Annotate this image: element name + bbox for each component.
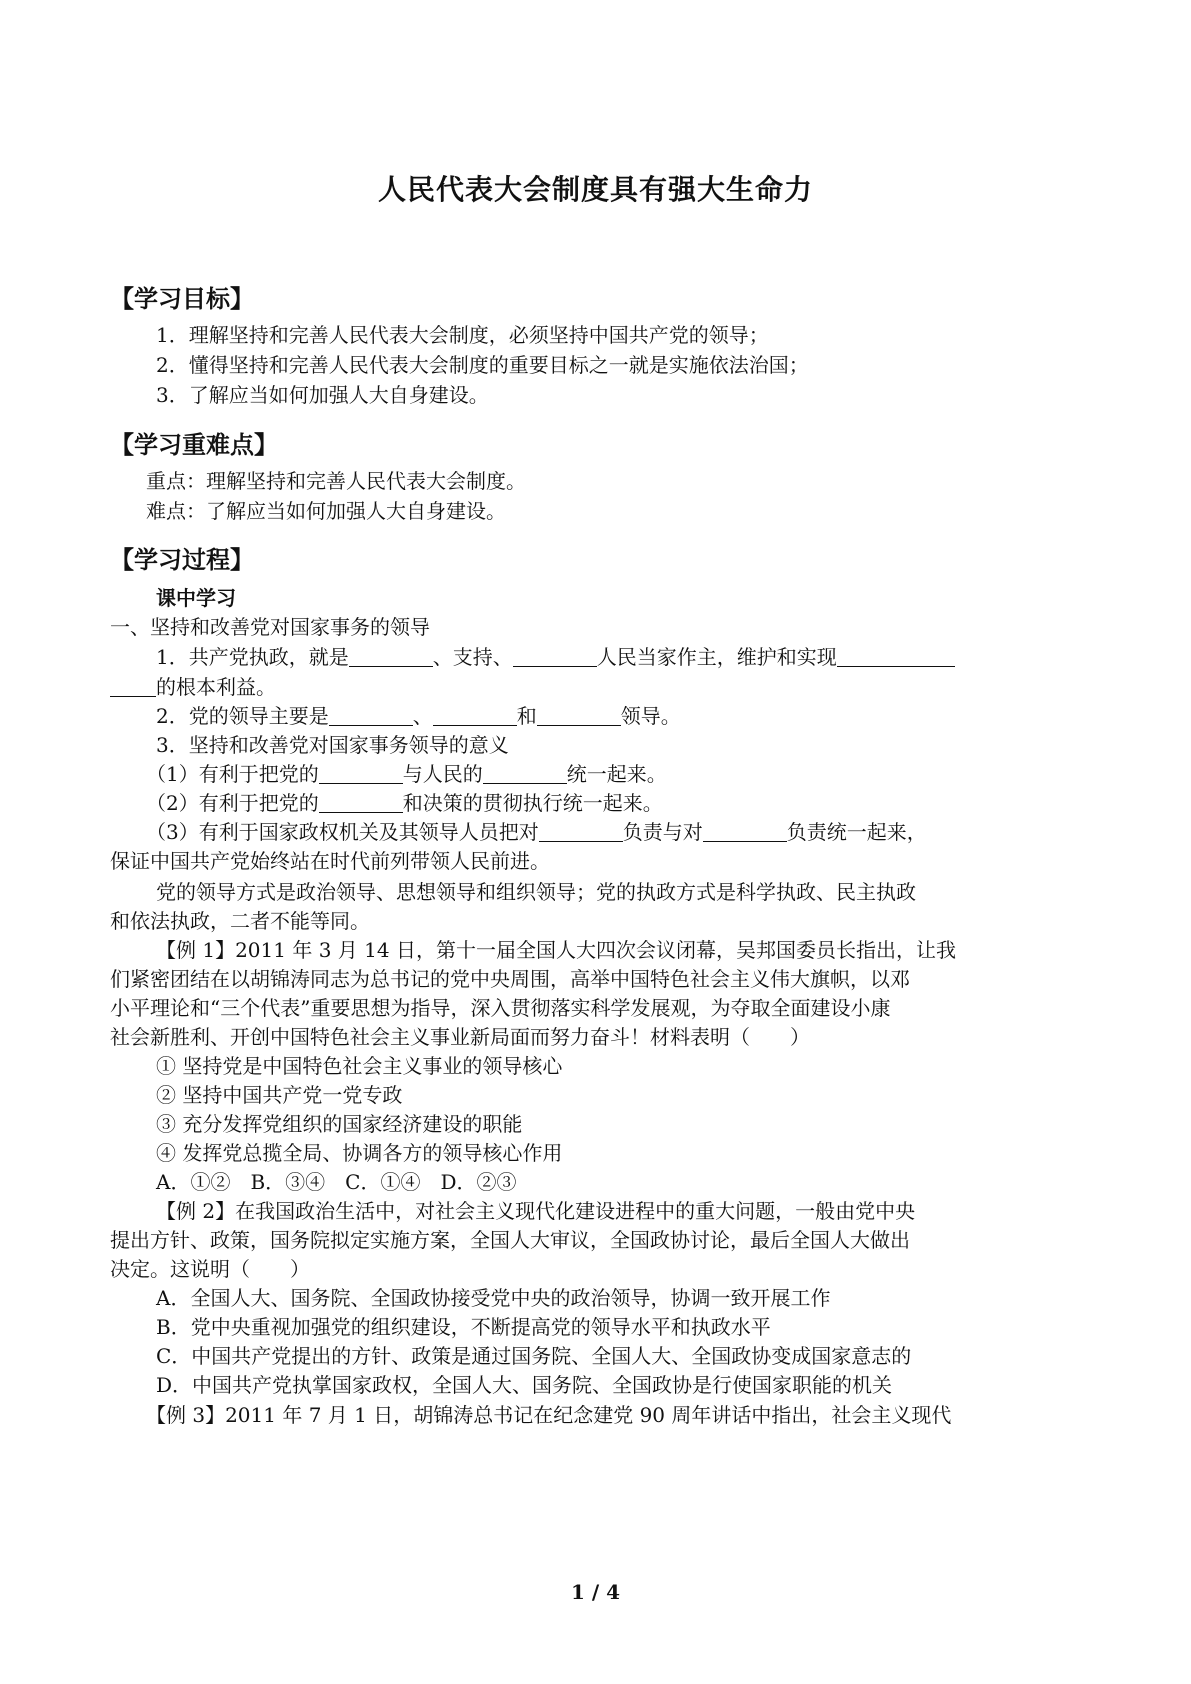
question-3: 3．坚持和改善党对国家事务领导的意义 bbox=[156, 733, 509, 757]
fill-question-3-1: （1）有利于把党的 与人民的 统一起来。 bbox=[146, 762, 667, 786]
answer-blank[interactable] bbox=[329, 705, 413, 726]
answer-blank[interactable] bbox=[837, 646, 955, 667]
section-heading-objectives: 【学习目标】 bbox=[110, 285, 254, 313]
keypoint-item: 难点：了解应当如何加强人大自身建设。 bbox=[146, 499, 506, 523]
example-1-statement: ① 坚持党是中国特色社会主义事业的领导核心 bbox=[156, 1054, 563, 1078]
example-1-text: 们紧密团结在以胡锦涛同志为总书记的党中央周围，高举中国特色社会主义伟大旗帜，以邓 bbox=[110, 967, 910, 991]
answer-blank[interactable] bbox=[319, 763, 403, 784]
fill-question-3-3: （3）有利于国家政权机关及其领导人员把对 负责与对 负责统一起来， bbox=[146, 820, 927, 844]
example-1-text: 【例 1】2011 年 3 月 14 日，第十一届全国人大四次会议闭幕，吴邦国委员长指出，让我 bbox=[156, 938, 956, 962]
example-1-statement: ③ 充分发挥党组织的国家经济建设的职能 bbox=[156, 1112, 523, 1136]
objective-item: 2．懂得坚持和完善人民代表大会制度的重要目标之一就是实施依法治国； bbox=[156, 353, 809, 377]
answer-blank[interactable] bbox=[537, 705, 621, 726]
answer-blank[interactable] bbox=[483, 763, 567, 784]
note-line: 和依法执政，二者不能等同。 bbox=[110, 909, 370, 933]
example-1-statement: ② 坚持中国共产党一党专政 bbox=[156, 1083, 403, 1107]
answer-blank[interactable] bbox=[539, 821, 623, 842]
section-heading-keypoints: 【学习重难点】 bbox=[110, 431, 278, 459]
fill-question-3-3-cont: 保证中国共产党始终站在时代前列带领人民前进。 bbox=[110, 849, 550, 873]
example-1-choices: A．①② B．③④ C．①④ D．②③ bbox=[156, 1170, 517, 1194]
fill-question-1-cont: 的根本利益。 bbox=[110, 672, 1090, 702]
page-title: 人民代表大会制度具有强大生命力 bbox=[377, 173, 813, 206]
answer-blank[interactable] bbox=[319, 792, 403, 813]
fill-question-3-2: （2）有利于把党的 和决策的贯彻执行统一起来。 bbox=[146, 791, 663, 815]
note-line: 党的领导方式是政治领导、思想领导和组织领导；党的执政方式是科学执政、民主执政 bbox=[156, 880, 916, 904]
example-3-text: 【例 3】2011 年 7 月 1 日，胡锦涛总书记在纪念建党 90 周年讲话中指出，社会主义现代 bbox=[146, 1403, 952, 1427]
answer-blank[interactable] bbox=[513, 646, 597, 667]
example-1-text: 小平理论和“三个代表”重要思想为指导，深入贯彻落实科学发展观，为夺取全面建设小康 bbox=[110, 996, 891, 1020]
example-2-text: 决定。这说明（ ） bbox=[110, 1257, 310, 1281]
example-2-option: C．中国共产党提出的方针、政策是通过国务院、全国人大、全国政协变成国家意志的 bbox=[156, 1344, 912, 1368]
answer-blank[interactable] bbox=[110, 676, 156, 697]
example-2-option: B．党中央重视加强党的组织建设，不断提高党的领导水平和执政水平 bbox=[156, 1315, 771, 1339]
page-number: 1 / 4 bbox=[570, 1580, 621, 1604]
answer-blank[interactable] bbox=[703, 821, 787, 842]
objective-item: 3．了解应当如何加强人大自身建设。 bbox=[156, 383, 489, 407]
answer-blank[interactable] bbox=[349, 646, 433, 667]
objective-item: 1．理解坚持和完善人民代表大会制度，必须坚持中国共产党的领导； bbox=[156, 323, 769, 347]
example-2-option: D．中国共产党执掌国家政权，全国人大、国务院、全国政协是行使国家职能的机关 bbox=[156, 1373, 893, 1397]
example-2-option: A．全国人大、国务院、全国政协接受党中央的政治领导，协调一致开展工作 bbox=[156, 1286, 831, 1310]
answer-blank[interactable] bbox=[433, 705, 517, 726]
fill-question-1: 1．共产党执政，就是 、支持、 人民当家作主，维护和实现 bbox=[110, 642, 1090, 672]
keypoint-item: 重点：理解坚持和完善人民代表大会制度。 bbox=[146, 469, 526, 493]
section-heading-process: 【学习过程】 bbox=[110, 546, 254, 574]
example-1-statement: ④ 发挥党总揽全局、协调各方的领导核心作用 bbox=[156, 1141, 563, 1165]
example-2-text: 【例 2】在我国政治生活中，对社会主义现代化建设进程中的重大问题，一般由党中央 bbox=[156, 1199, 916, 1223]
subheading-in-class: 课中学习 bbox=[156, 586, 236, 610]
fill-question-2: 2．党的领导主要是 、 和 领导。 bbox=[156, 704, 681, 728]
example-2-text: 提出方针、政策，国务院拟定实施方案，全国人大审议，全国政协讨论，最后全国人大做出 bbox=[110, 1228, 910, 1252]
part-heading: 一、坚持和改善党对国家事务的领导 bbox=[110, 615, 430, 639]
example-1-text: 社会新胜利、开创中国特色社会主义事业新局面而努力奋斗！材料表明（ ） bbox=[110, 1025, 810, 1049]
